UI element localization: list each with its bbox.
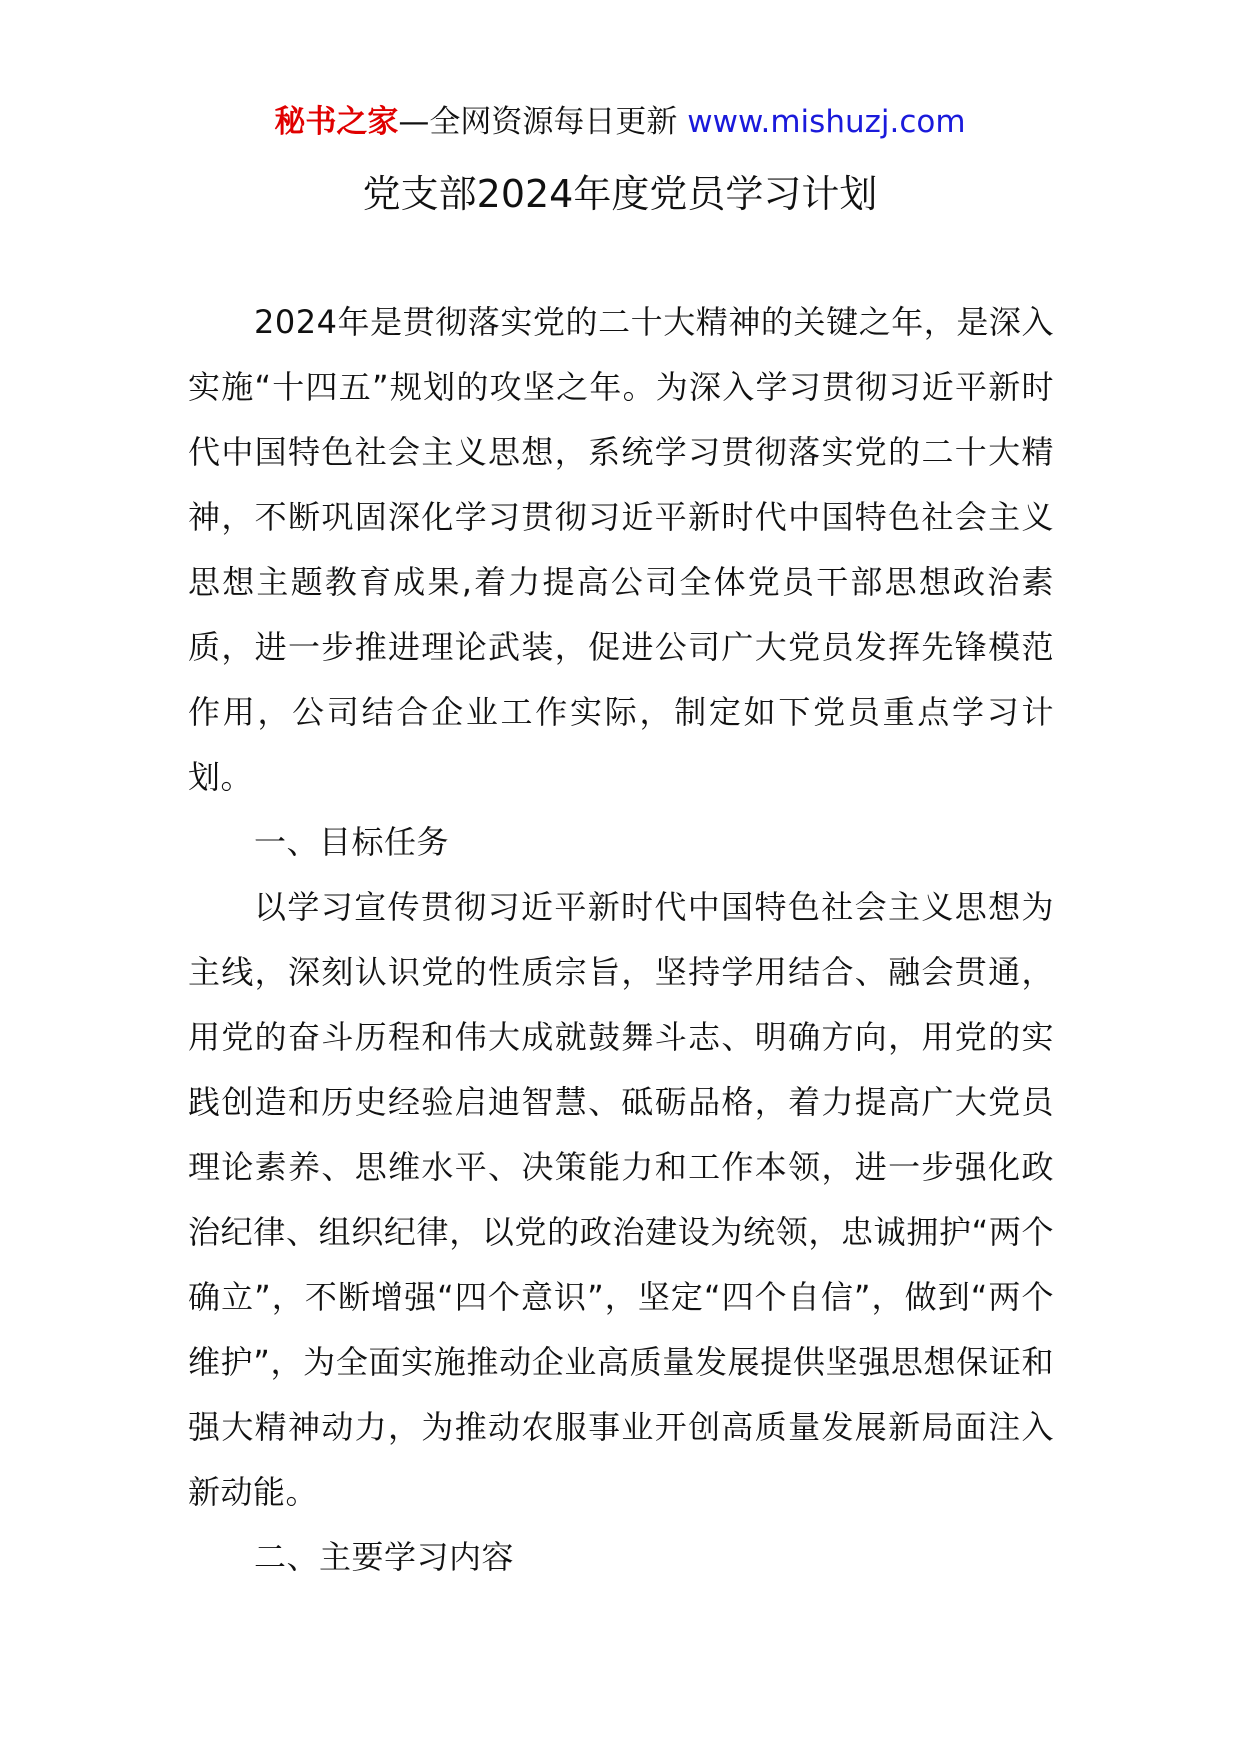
site-url-link[interactable]: www.mishuzj.com xyxy=(687,104,966,140)
document-title: 党支部2024年度党员学习计划 xyxy=(362,172,878,216)
intro-paragraph: 2024年是贯彻落实党的二十大精神的关键之年，是深入实施“十四五”规划的攻坚之年。为深入学习贯彻习近平新时代中国特色社会主义思想，系统学习贯彻落实党的二十大精神，不断巩固深化学习贯彻习近平新时代中国特色社会主义思想主题教育成果,着力提高公司全体党员干部思想政治素质，进一步推进理论武装，促进公司广大党员发挥先锋模范作用，公司结合企业工作实际，制定如下党员重点学习计划。 xyxy=(188,303,1054,796)
brand-name: 秘书之家 xyxy=(274,104,399,140)
site-header xyxy=(0,100,1240,144)
section-heading-content: 二、主要学习内容 xyxy=(254,1538,515,1576)
section-heading-goals: 一、目标任务 xyxy=(254,823,450,861)
header-tagline: —全网资源每日更新 xyxy=(398,104,678,140)
goals-paragraph: 以学习宣传贯彻习近平新时代中国特色社会主义思想为主线，深刻认识党的性质宗旨，坚持学用结合、融会贯通，用党的奋斗历程和伟大成就鼓舞斗志、明确方向，用党的实践创造和历史经验启迪智慧、砥砺品格，着力提高广大党员理论素养、思维水平、决策能力和工作本领，进一步强化政治纪律、组织纪律，以党的政治建设为统领，忠诚拥护“两个确立”，不断增强“四个意识”，坚定“四个自信”，做到“两个维护”，为全面实施推动企业高质量发展提供坚强思想保证和强大精神动力，为推动农服事业开创高质量发展新局面注入新动能。 xyxy=(188,888,1054,1511)
